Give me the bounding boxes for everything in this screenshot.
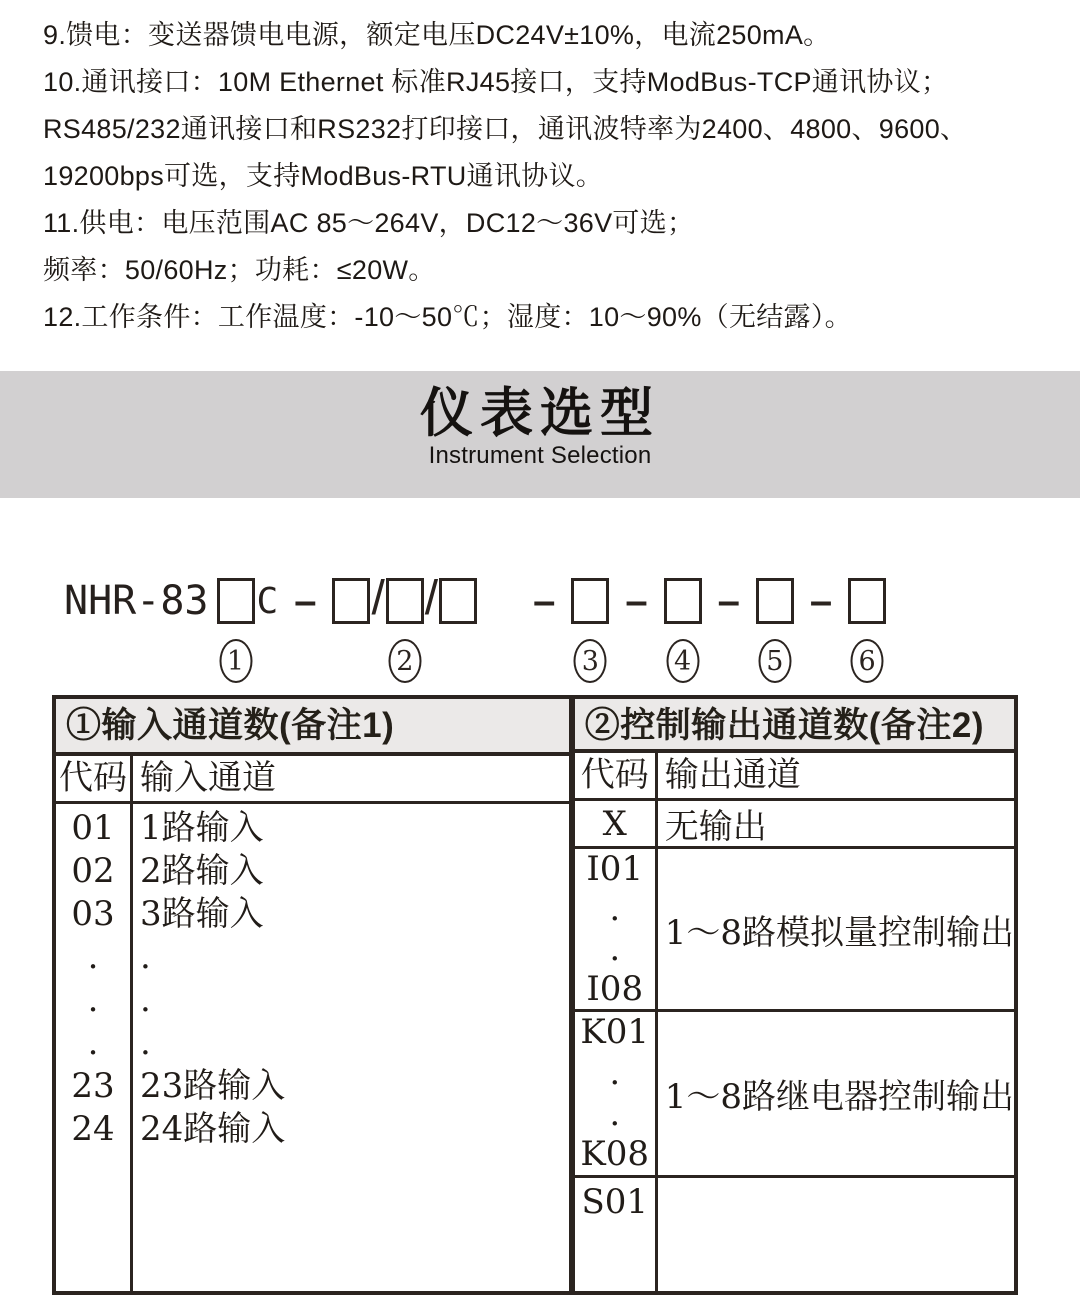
output-channels-section: [572, 699, 1014, 1291]
output-code-line: .: [609, 1053, 621, 1094]
marker-circle-3: 3: [574, 639, 607, 683]
input-desc-cell: 3路输入: [140, 894, 264, 934]
output-code-cell: [575, 801, 658, 846]
code-box-2b: [386, 578, 424, 677]
dash-separator: –: [533, 579, 556, 623]
spec-text-block: [43, 12, 1050, 341]
input-subheader-row: [56, 756, 569, 804]
output-row-relay: [575, 1012, 1014, 1178]
slash-separator: /: [424, 572, 439, 625]
code-box-4: [664, 578, 702, 677]
dash-separator: –: [294, 579, 317, 623]
output-code-column-header: 代码: [575, 753, 658, 798]
banner-subtitle: Instrument Selection: [428, 442, 652, 469]
output-code-line: .: [609, 929, 621, 970]
output-code-line: X: [602, 803, 627, 844]
marker-circle-4: 4: [666, 639, 699, 683]
input-code-cell: 02: [71, 851, 115, 891]
output-desc-cell: 1～8路模拟量控制输出: [664, 912, 1014, 953]
input-desc-cell: .: [140, 1023, 151, 1063]
code-box-2c: [439, 578, 477, 624]
input-code-cell: 24: [71, 1109, 115, 1149]
output-row-none: [575, 801, 1014, 849]
output-code-line: .: [609, 1093, 621, 1134]
input-code-cell: .: [87, 980, 99, 1020]
input-code-cell: .: [87, 1023, 99, 1063]
input-code-cell: 01: [71, 808, 115, 848]
marker-circle-2: 2: [388, 639, 421, 683]
input-channels-section: [56, 699, 572, 1291]
output-desc-column-header: 输出通道: [664, 755, 801, 796]
code-box-5: [756, 578, 794, 677]
dash-separator: –: [625, 579, 648, 623]
spec-line-feed-power: 9.馈电：变送器馈电电源，额定电压DC24V±10%，电流250mA。: [43, 20, 831, 50]
banner-title: 仪表选型: [420, 384, 660, 443]
input-desc-cell: 24路输入: [140, 1109, 286, 1149]
spec-line-comm-baud: 19200bps可选，支持ModBus-RTU通讯协议。: [43, 161, 604, 191]
output-desc-cell: 1～8路继电器控制输出: [664, 1076, 1014, 1117]
input-code-cell: 23: [71, 1066, 115, 1106]
input-desc-cell: 2路输入: [140, 851, 264, 891]
output-code-line: S01: [581, 1181, 649, 1222]
output-channels-header: ②控制输出通道数(备注2): [575, 699, 1014, 753]
input-desc-column-header: 输入通道: [140, 758, 276, 798]
slash-separator: /: [371, 572, 385, 625]
output-code-line: K01: [580, 1012, 650, 1053]
marker-circle-6: 6: [851, 639, 884, 683]
code-box-2a: [332, 578, 370, 624]
input-code-column-header: 代码: [56, 756, 133, 801]
model-prefix: NHR-83: [64, 578, 209, 624]
input-desc-cell: .: [140, 980, 151, 1020]
output-desc-cell: 无输出: [664, 807, 767, 847]
section-banner: [0, 371, 1080, 498]
output-code-cell: [575, 1178, 658, 1291]
marker-circle-5: 5: [758, 639, 791, 683]
spec-line-work-conditions: 12.工作条件：工作温度：-10～50℃；湿度：10～90%（无结露）。: [43, 302, 852, 332]
output-code-line: I01: [586, 849, 644, 890]
input-table-body: [56, 804, 569, 1291]
output-code-line: I08: [586, 969, 644, 1010]
output-code-line: .: [609, 889, 621, 930]
input-desc-cell: .: [140, 937, 151, 977]
code-box-3: [571, 578, 609, 677]
output-code-line: K08: [580, 1134, 650, 1175]
output-row-s01: [575, 1178, 1014, 1291]
output-subheader-row: [575, 753, 1014, 801]
spec-line-power-supply: 11.供电：电压范围AC 85～264V，DC12～36V可选；: [43, 208, 695, 238]
output-row-analog: [575, 849, 1014, 1012]
input-desc-cell: 1路输入: [140, 808, 264, 848]
input-desc-cell: 23路输入: [140, 1066, 286, 1106]
dash-separator: –: [717, 579, 740, 623]
spec-line-frequency: 频率：50/60Hz；功耗：≤20W。: [43, 255, 436, 285]
input-code-cell: 03: [71, 894, 115, 934]
input-channels-header: ①输入通道数(备注1): [56, 699, 569, 756]
code-box-1: [217, 578, 255, 677]
output-code-cell: [575, 1012, 658, 1175]
spec-line-comm-rs485: RS485/232通讯接口和RS232打印接口，通讯波特率为2400、4800、9600、: [43, 114, 968, 144]
spec-line-comm-interface: 10.通讯接口：10M Ethernet 标准RJ45接口，支持ModBus-TCP通讯协议；: [43, 67, 949, 97]
marker-circle-1: 1: [219, 639, 252, 683]
input-desc-list: [133, 804, 569, 1291]
output-code-cell: [575, 849, 658, 1009]
input-code-cell: .: [87, 937, 99, 977]
selection-table: [52, 695, 1018, 1295]
dash-separator: –: [809, 579, 833, 623]
output-desc-cell: [658, 1178, 1014, 1291]
model-code-row: [64, 570, 886, 677]
code-box-6: [848, 578, 886, 677]
model-suffix-c: C: [256, 580, 279, 622]
input-code-list: [56, 804, 133, 1291]
